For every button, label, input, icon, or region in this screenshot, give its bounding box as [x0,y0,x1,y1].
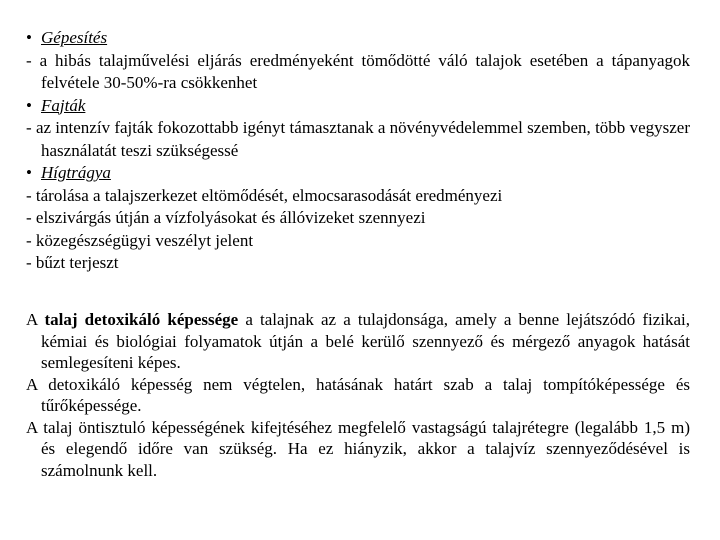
heading-text: Gépesítés [41,28,108,47]
paragraph-lead: A [26,310,45,329]
section-heading-higtragya [26,162,690,185]
list-item: - a hibás talajművelési eljárás eredményeként tömődötté váló talajok esetében a tápanyagok felvétele 30-50%-ra csökkenhet [26,50,690,92]
list-item: - bűzt terjeszt [26,253,119,272]
list-item: - az intenzív fajták fokozottabb igényt támasztanak a növényvédelemmel szemben, több vegyszer használatát teszi szükségessé [26,118,690,160]
paragraph-detoxification-definition [26,309,690,374]
paragraph-detoxification-limit: A detoxikáló képesség nem végtelen, hatásának határt szab a talaj tompítóképessége és tűrőképessége. [26,374,690,415]
section-heading-gepesites [26,27,690,50]
bullet-list [26,27,690,275]
section-heading-fajtak [26,95,690,118]
list-item: - közegészségügyi veszélyt jelent [26,230,254,250]
heading-text: Hígtrágya [41,163,111,182]
list-item: - elszivárgás útján a vízfolyásokat és állóvizeket szennyezi [26,208,426,227]
paragraph-rest: a talajnak az a tulajdonsága, amely a benne lejátszódó fizikai, kémiai és biológiai folyamatok útján a belé kerülő szennyező és mérgező anyagok hatását semlegesíteni képes. [41,310,690,372]
paragraph-self-cleaning: A talaj öntisztuló képességének kifejtéséhez megfelelő vastagságú talajrétegre (legalább 1,5 m) és elegendő időre van szükség. Ha ez hiányzik, akkor a talajvíz szennyeződésével is számolnunk kell. [26,417,690,480]
bullet-icon: • [26,95,32,115]
definition-paragraphs [26,309,690,481]
heading-text: Fajták [41,95,86,115]
bullet-icon: • [26,28,32,47]
list-item: - tárolása a talajszerkezet eltömődését, elmocsarasodását eredményezi [26,185,503,205]
bullet-icon: • [26,163,32,182]
term-bold: talaj detoxikáló képessége [44,310,239,329]
